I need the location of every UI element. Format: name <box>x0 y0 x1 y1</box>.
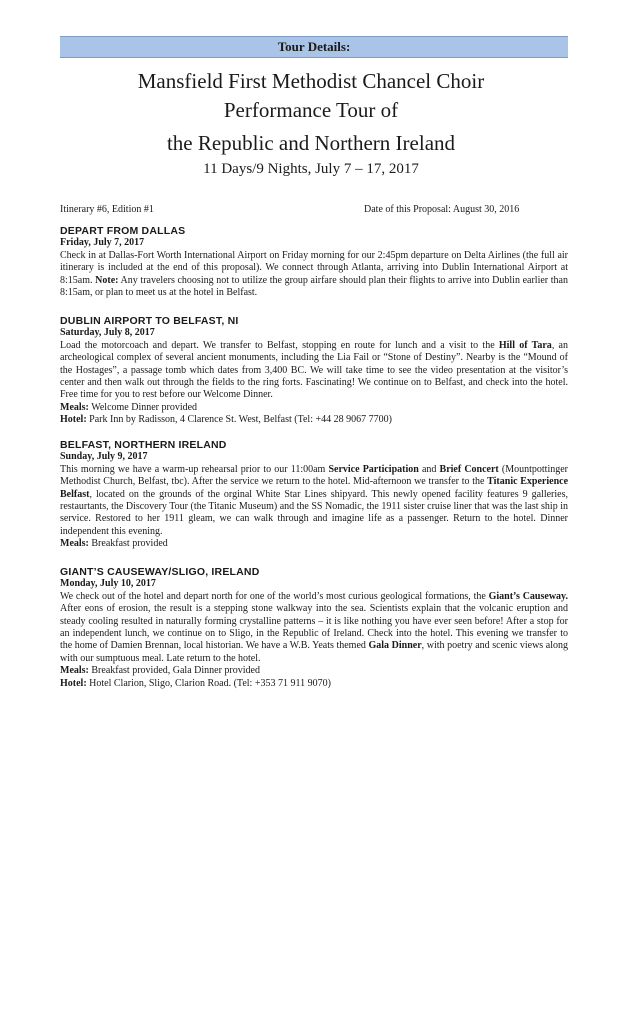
meals-line: Meals: Breakfast provided <box>60 538 168 550</box>
day-date: Sunday, July 9, 2017 <box>60 451 148 463</box>
meals-line: Meals: Breakfast provided, Gala Dinner provided <box>60 665 260 677</box>
day-description: Load the motorcoach and depart. We transfer to Belfast, stopping en route for lunch and a visit to the Hill of Tara, an archeological complex of several ancient monuments, including the Lia Fail or “Stone of Destiny”. Nearby is the “Mound of the Hostages”, a passage tomb which dates from 3,400 BC. We will take time to see the video presentation at the visitor’s center and then walk out through the fields to the ring forts. Fascinating! We continue on to Belfast, and check into the hotel. Free time for you to rest before our Welcome Dinner. <box>60 339 568 401</box>
day-date: Saturday, July 8, 2017 <box>60 327 155 339</box>
day-date: Monday, July 10, 2017 <box>60 578 156 590</box>
day-description: Check in at Dallas-Fort Worth International Airport on Friday morning for our 2:45pm departure on Delta Airlines (the full air itinerary is included at the end of this proposal). We connect through Atlanta, arriving into Dublin International Airport at 8:15am. Note: Any travelers choosing not to utilize the group airfare should plan their flights to arrive into Dublin earlier than 8:15am, or plan to meet us at the hotel in Belfast. <box>60 249 568 299</box>
day-date: Friday, July 7, 2017 <box>60 237 145 249</box>
day-heading: DUBLIN AIRPORT TO BELFAST, NI <box>60 315 239 327</box>
hotel-line: Hotel: Hotel Clarion, Sligo, Clarion Road. (Tel: +353 71 911 9070) <box>60 677 331 689</box>
day-section-2 <box>60 315 568 427</box>
meals-line: Meals: Welcome Dinner provided <box>60 401 198 413</box>
page-title-line-3: the Republic and Northern Ireland <box>166 131 456 155</box>
day-description: We check out of the hotel and depart north for one of the world’s most curious geological formations, the Giant’s Causeway. After eons of erosion, the result is a stepping stone walkway into the sea. Scientists explain that the volcanic eruption and steady cooling resulted in naturally forming crystalline patterns – it is like nothing you have ever seen before! After a stop for an independent lunch, we continue on to Sligo, in the Republic of Ireland. Check into the hotel. This evening we transfer to the home of Damien Brennan, local historian. We have a W.B. Yeats themed Gala Dinner, with poetry and scenic views along with our sumptuous meal. Late return to the hotel. <box>60 590 568 664</box>
day-section-1 <box>60 225 568 299</box>
day-heading: GIANT’S CAUSEWAY/SLIGO, IRELAND <box>60 566 260 578</box>
day-description: This morning we have a warm-up rehearsal prior to our 11:00am Service Participation and Brief Concert (Mountpottinger Methodist Church, Belfast, tbc). After the service we return to the hotel. Mid-afternoon we transfer to the Titanic Experience Belfast, located on the grounds of the orginal White Star Lines shipyard. This newly opened facility features 9 galleries, restaurtants, the Discovery Tour (the Titanic Museum) and the SS Nomadic, the 1911 sister cruise liner that was the last ship in service. Restored to her 1911 gleam, we can walk through and imagine life as a passenger. Return to the hotel. Dinner independent this evening. <box>60 463 569 537</box>
day-heading: DEPART FROM DALLAS <box>60 225 186 237</box>
page-subtitle: 11 Days/9 Nights, July 7 – 17, 2017 <box>203 161 419 177</box>
hotel-line: Hotel: Park Inn by Radisson, 4 Clarence St. West, Belfast (Tel: +44 28 9067 7700) <box>60 414 392 426</box>
page-title-line-2: Performance Tour of <box>223 98 399 122</box>
day-section-3 <box>60 439 568 551</box>
section-banner: Tour Details: <box>60 36 568 58</box>
page-title-line-1: Mansfield First Methodist Chancel Choir <box>137 69 485 93</box>
day-section-4 <box>60 566 568 690</box>
itinerary-number: Itinerary #6, Edition #1 <box>60 204 154 215</box>
proposal-date: Date of this Proposal: August 30, 2016 <box>364 204 520 215</box>
day-heading: BELFAST, NORTHERN IRELAND <box>60 439 227 451</box>
